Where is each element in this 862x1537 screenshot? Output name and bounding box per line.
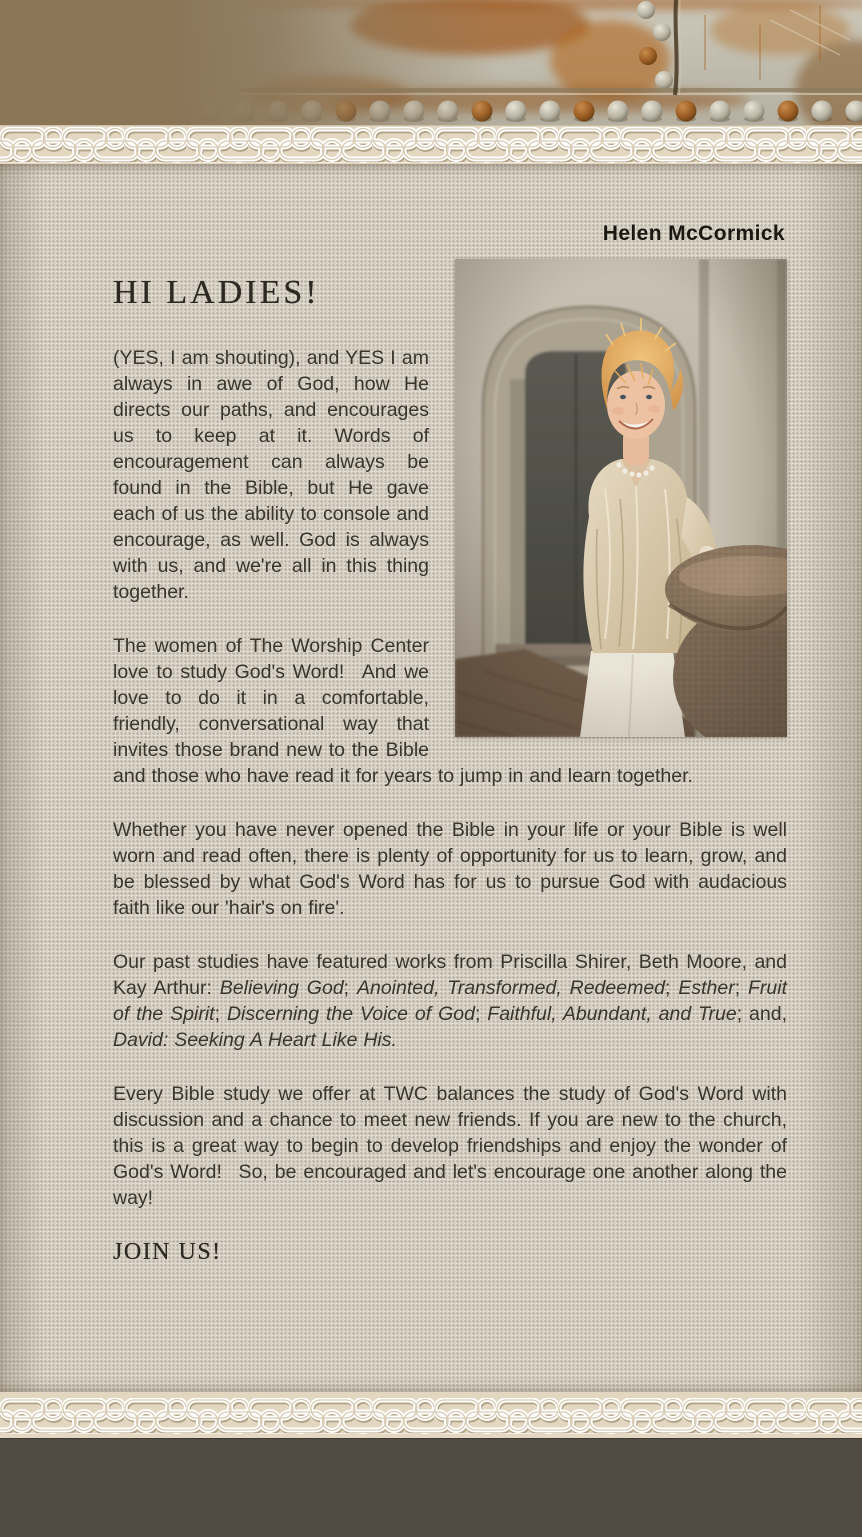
book-title: Believing God — [219, 977, 344, 999]
text-segment: (YES, I am shouting), and YES I am always in awe of God, how He directs our paths, and encourages us to keep at it. Words of encouragement can always be found in the Bible, but He gave each of us the ability to console and encourage, as well. God is always with us, and we're all in this thing together. — [113, 347, 429, 603]
paragraph — [113, 949, 787, 1053]
text-segment: Our past studies have featured works from Priscilla Shirer, Beth Moore, and Kay Arthur: — [113, 951, 787, 999]
portrait-photo — [455, 259, 787, 737]
rusted-metal-banner-image — [0, 0, 862, 125]
author-credit: Helen McCormick — [602, 222, 785, 245]
book-title: Discerning the Voice of God — [226, 1003, 475, 1025]
page-body — [0, 164, 862, 1392]
text-segment: The women of The Worship Center love to study God's Word! And we love to do it in a comfortable, friendly, conversational way that invites those brand new to the Bible and those who have read it for years to jump in and learn together. — [113, 635, 693, 787]
text-segment: ; — [665, 977, 679, 999]
footer-band — [0, 1439, 862, 1537]
author-photo-block — [455, 221, 787, 737]
text-segment: ; — [734, 977, 748, 999]
paragraph — [113, 1081, 787, 1211]
book-title: Fruit of the Spirit — [113, 977, 787, 1025]
book-title: David: Seeking A Heart Like His. — [113, 1029, 397, 1051]
book-title: Esther — [678, 977, 735, 999]
text-segment: ; and, — [736, 1003, 787, 1025]
text-segment: ; — [343, 977, 357, 999]
chain-border-bottom — [0, 1392, 862, 1439]
text-segment: ; — [474, 1003, 488, 1025]
text-segment: ; — [214, 1003, 227, 1025]
book-title: Faithful, Abundant, and True — [487, 1003, 737, 1025]
text-segment: Every Bible study we offer at TWC balances the study of God's Word with discussion and a chance to meet new friends. If you are new to the church, this is a great way to begin to develop friendships and enjoy the wonder of God's Word! So, be encouraged and let's encourage one another along the way! — [113, 1083, 787, 1209]
book-title: Anointed, Transformed, Redeemed — [356, 977, 666, 999]
text-segment: Whether you have never opened the Bible in your life or your Bible is well worn and read often, there is plenty of opportunity for us to learn, grow, and be blessed by what God's Word has for us to pursue God with audacious faith like our 'hair's on fire'. — [113, 819, 787, 919]
paragraph — [113, 817, 787, 921]
chain-border-top — [0, 125, 862, 164]
closing-line: JOIN US! — [113, 1239, 222, 1265]
page-title: HI LADIES! — [113, 274, 320, 311]
